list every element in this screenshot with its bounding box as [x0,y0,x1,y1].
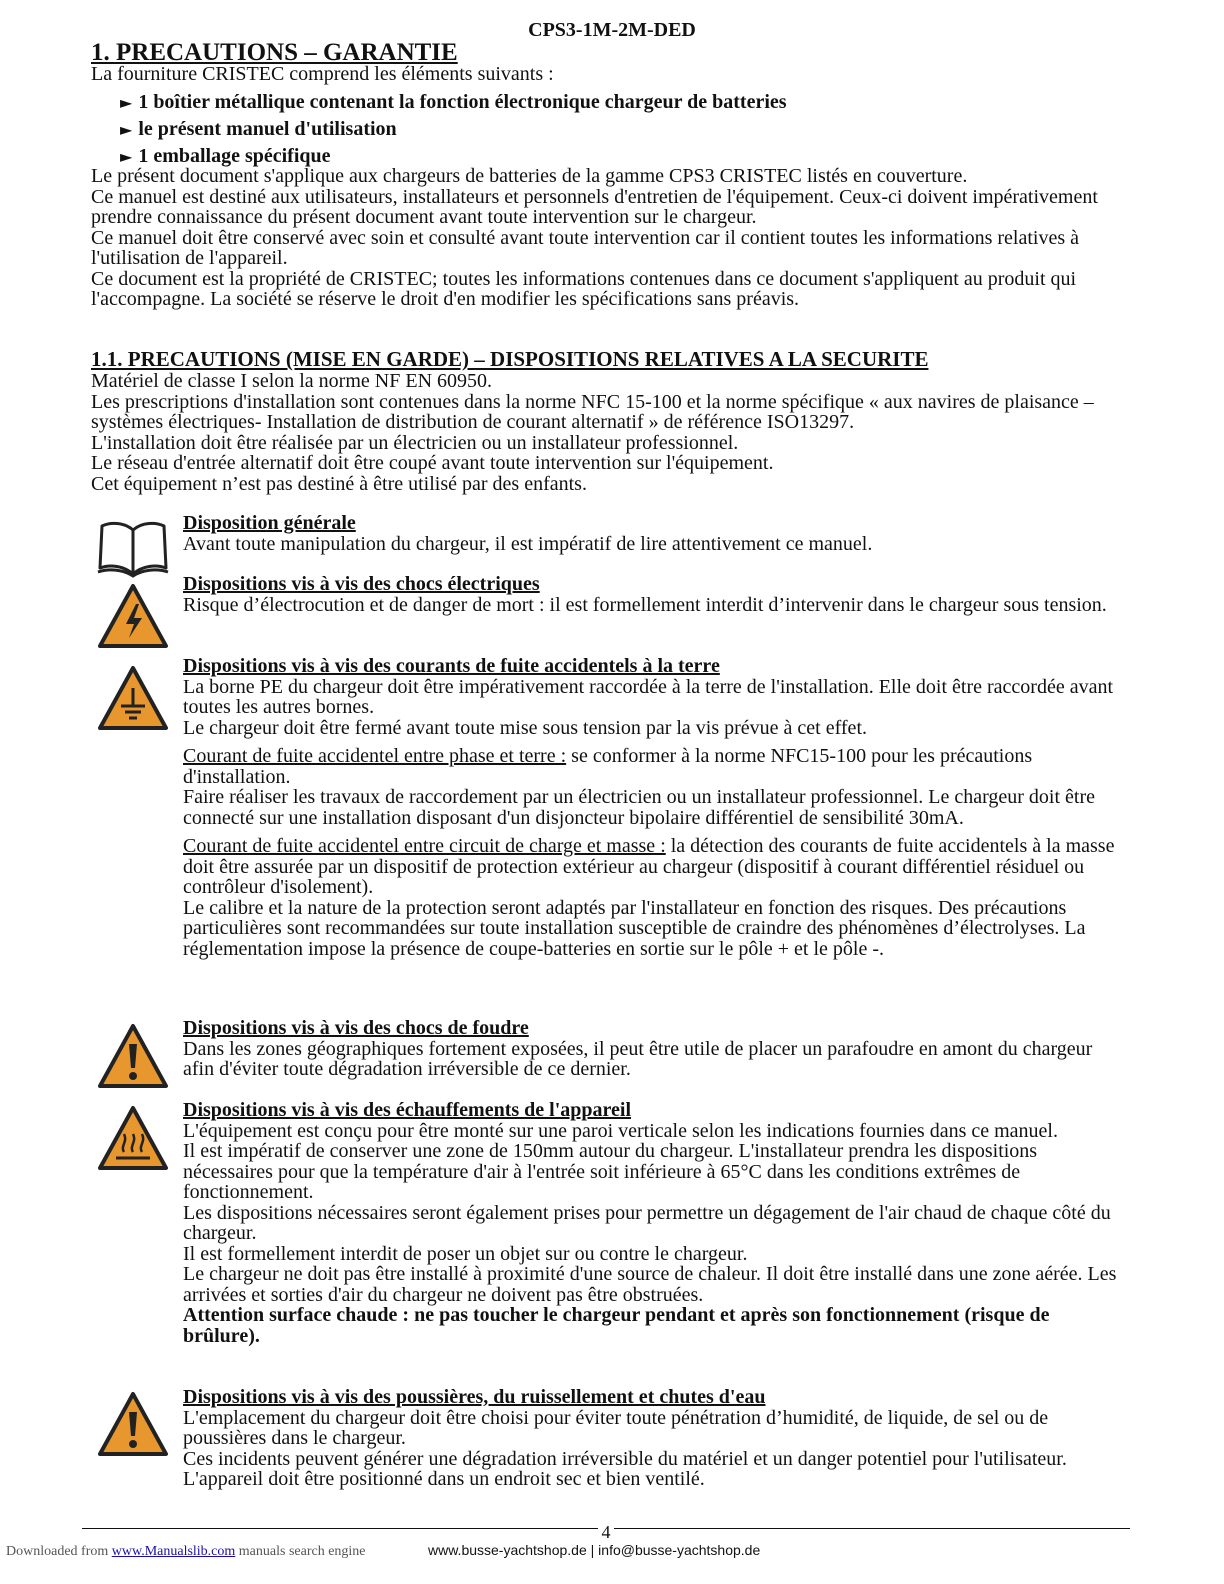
shop-contact: www.busse-yachtshop.de | info@busse-yachtshop.de [428,1542,761,1558]
paragraph: Cet équipement n’est pas destiné à être utilisé par des enfants. [91,472,587,495]
list-item: ► 1 emballage spécifique [120,145,331,167]
paragraph: Les prescriptions d'installation sont contenues dans la norme NFC 15-100 et la norme spécifique « aux navires de plaisance – systèmes électriques- Installation de distribution de courant alternatif » de référence ISO13297. [91,390,1094,433]
document-code: CPS3-1M-2M-DED [528,19,696,41]
section-1-body [91,166,1131,310]
disposition-title: Dispositions vis à vis des échauffements de l'appareil [183,1099,631,1121]
paragraph: Courant de fuite accidentel entre phase et terre : se conformer à la norme NFC15-100 pour les précautions d'installation. [183,745,1033,788]
list-item: ► 1 boîtier métallique contenant la fonction électronique chargeur de batteries [120,91,787,113]
paragraph: Il est formellement interdit de poser un objet sur ou contre le chargeur. [183,1242,748,1265]
paragraph: Le calibre et la nature de la protection seront adaptés par l'installateur en fonction des risques. Des précautions particulières sont recommandées sur toute installation susceptible de craindre des phénomènes d’électrolyses. La réglementation impose la présence de coupe-batteries en sortie sur le pôle + et le pôle -. [183,896,1086,960]
disposition-electric-shock [183,574,1128,615]
paragraph: Les dispositions nécessaires seront également prises pour permettre un dégagement de l'air chaud de chaque côté du chargeur. [183,1201,1111,1244]
paragraph: Courant de fuite accidentel entre circuit de charge et masse : la détection des courants de fuite accidentels à la masse doit être assurée par un dispositif de protection extérieur au chargeur (dispositif à courant différentiel résiduel ou contrôleur d'isolement). [183,835,1115,898]
subsection-label: Courant de fuite accidentel entre circuit de charge et masse : [183,835,666,857]
disposition-dust-water [183,1387,1128,1490]
section-1-intro: La fourniture CRISTEC comprend les éléments suivants : [91,63,554,85]
paragraph: Il est impératif de conserver une zone de 150mm autour du chargeur. L'installateur prendra les dispositions nécessaires pour que la température d'air à l'entrée soit inférieure à 65°C dans les conditions extrêmes de fonctionnement. [183,1140,1038,1203]
hot-surface-warning: Attention surface chaude : ne pas toucher le chargeur pendant et après son fonctionnement (risque de brûlure). [183,1304,1050,1347]
section-1-1-title: 1.1. PRECAUTIONS (MISE EN GARDE) – DISPOSITIONS RELATIVES A LA SECURITE [91,347,929,371]
earth-ground-icon [96,662,170,736]
paragraph: La borne PE du chargeur doit être impérativement raccordée à la terre de l'installation. Elle doit être raccordée avant toutes les autres bornes. [183,675,1114,718]
section-1-title: 1. PRECAUTIONS – GARANTIE [91,39,458,66]
disposition-title: Dispositions vis à vis des chocs électriques [183,573,540,595]
paragraph: Avant toute manipulation du chargeur, il est impératif de lire attentivement ce manuel. [183,532,873,555]
disposition-title: Dispositions vis à vis des chocs de foudre [183,1017,529,1039]
open-book-icon [96,512,170,586]
list-item: ► le présent manuel d'utilisation [120,118,397,140]
disposition-lightning [183,1018,1128,1080]
paragraph: Dans les zones géographiques fortement exposées, il peut être utile de placer un parafoudre en amont du chargeur afin d'éviter toute dégradation irréversible de ce dernier. [183,1037,1093,1080]
paragraph: Le chargeur ne doit pas être installé à proximité d'une source de chaleur. Il doit être installé dans une zone aérée. Les arrivées et sorties d'air du chargeur ne doivent pas être obstruées. [183,1263,1117,1306]
arrow-right-icon: ► [120,93,133,112]
warning-icon [96,1020,170,1094]
paragraph: L'emplacement du chargeur doit être choisi pour éviter toute pénétration d’humidité, de liquide, de sel ou de poussières dans le chargeur. [183,1406,1049,1449]
disposition-general [183,513,1128,554]
paragraph: Le réseau d'entrée alternatif doit être coupé avant toute intervention sur l'équipement. [91,452,774,474]
paragraph: L'équipement est conçu pour être monté sur une paroi verticale selon les indications fournies dans ce manuel. [183,1119,1058,1142]
paragraph: L'appareil doit être positionné dans un endroit sec et bien ventilé. [183,1468,705,1490]
download-source: Downloaded from www.Manualslib.com manuals search engine [6,1544,366,1559]
paragraph: Risque d’électrocution et de danger de mort : il est formellement interdit d’intervenir dans le chargeur sous tension. [183,593,1107,616]
paragraph: Ce manuel est destiné aux utilisateurs, installateurs et personnels d'entretien de l'équipement. Ceux-ci doivent impérativement prendre connaissance du présent document avant toute intervention sur le chargeur. [91,185,1098,228]
electric-shock-icon [96,580,170,654]
supply-list [120,89,1020,170]
page-number: 4 [598,1522,614,1543]
arrow-right-icon: ► [120,147,133,166]
disposition-title: Dispositions vis à vis des courants de fuite accidentels à la terre [183,655,720,677]
section-1-1-body [91,371,1131,494]
paragraph: Le présent document s'applique aux chargeurs de batteries de la gamme CPS3 CRISTEC listés en couverture. [91,165,968,187]
disposition-leakage-current [183,656,1128,959]
warning-icon [96,1388,170,1462]
disposition-title: Disposition générale [183,512,356,534]
paragraph: Le chargeur doit être fermé avant toute mise sous tension par la vis prévue à cet effet. [183,716,867,739]
subsection-label: Courant de fuite accidentel entre phase et terre : [183,745,567,767]
arrow-right-icon: ► [120,120,133,139]
paragraph: Ces incidents peuvent générer une dégradation irréversible du matériel et un danger potentiel pour l'utilisateur. [183,1447,1067,1470]
paragraph: Matériel de classe I selon la norme NF EN 60950. [91,370,493,392]
hot-surface-icon [96,1102,170,1176]
paragraph: Ce manuel doit être conservé avec soin et consulté avant toute intervention car il contient toutes les informations relatives à l'utilisation de l'appareil. [91,226,1080,269]
paragraph: Ce document est la propriété de CRISTEC; toutes les informations contenues dans ce document s'appliquent au produit qui l'accompagne. La société se réserve le droit d'en modifier les spécifications sans préavis. [91,267,1077,310]
disposition-title: Dispositions vis à vis des poussières, du ruissellement et chutes d'eau [183,1386,766,1408]
manualslib-link[interactable]: www.Manualslib.com [111,1544,236,1559]
paragraph: L'installation doit être réalisée par un électricien ou un installateur professionnel. [91,431,739,454]
disposition-heating [183,1100,1128,1346]
paragraph: Faire réaliser les travaux de raccordement par un électricien ou un installateur professionnel. Le chargeur doit être connecté sur une installation disposant d'un disjoncteur bipolaire différentiel de sensibilité 30mA. [183,786,1096,829]
